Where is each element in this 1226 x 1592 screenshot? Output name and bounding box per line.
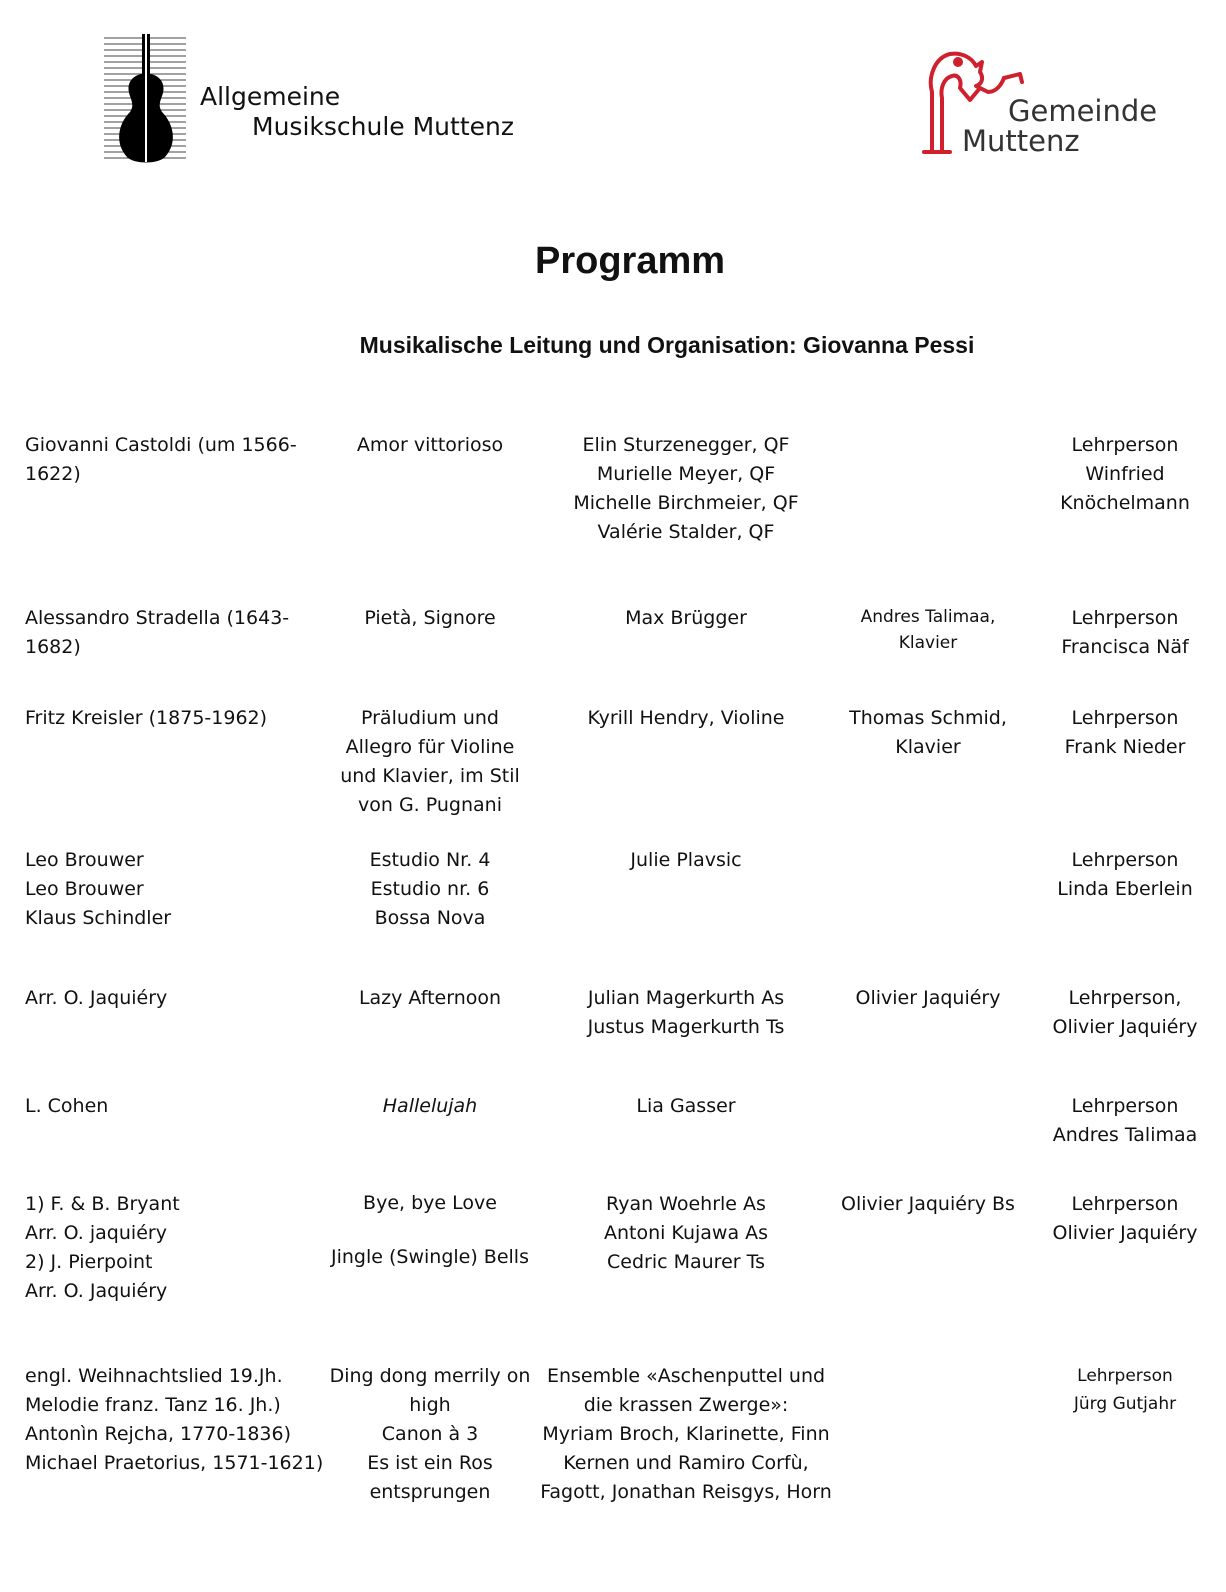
work-cell: Lazy Afternoon	[358, 987, 502, 1009]
accompaniment-cell: Olivier Jaquiéry	[855, 987, 1001, 1009]
composer-cell: Giovanni Castoldi (um 1566- 1622)	[25, 434, 297, 485]
page-subtitle: Musikalische Leitung und Organisation: Giovanna Pessi	[359, 332, 975, 358]
composer-cell: 1) F. & B. Bryant Arr. O. jaquiéry 2) J. Pierpoint Arr. O. Jaquiéry	[25, 1193, 180, 1302]
page-title: Programm	[534, 240, 726, 282]
school-name-line1: Allgemeine	[200, 82, 341, 111]
work-cell: Amor vittorioso	[356, 434, 504, 456]
composer-cell: Alessandro Stradella (1643- 1682)	[25, 607, 290, 658]
composer-cell: Leo Brouwer Leo Brouwer Klaus Schindler	[25, 849, 172, 929]
municipality-name-line1: Gemeinde	[1008, 94, 1158, 128]
school-name-line2: Musikschule Muttenz	[252, 112, 514, 141]
municipality-name-line2: Muttenz	[962, 124, 1080, 158]
work-cell: Präludium und Allegro für Violine und Klavier, im Stil von G. Pugnani	[340, 707, 520, 816]
performers-cell: Max Brügger	[625, 607, 747, 629]
violin-logo-icon	[104, 34, 188, 164]
work-cell: Ding dong merrily on high Canon à 3 Es ist ein Ros entsprungen	[329, 1365, 531, 1503]
accompaniment-cell: Olivier Jaquiéry Bs	[841, 1193, 1015, 1215]
teacher-cell: Lehrperson Olivier Jaquiéry	[1052, 1193, 1198, 1244]
teacher-cell: Lehrperson Andres Talimaa	[1052, 1095, 1198, 1146]
school-logo	[104, 34, 524, 164]
work-cell: Hallelujah	[382, 1095, 478, 1117]
performers-cell: Ryan Woehrle As Antoni Kujawa As Cedric Maurer Ts	[603, 1193, 769, 1273]
performers-cell: Lia Gasser	[636, 1095, 736, 1117]
accompaniment-cell: Thomas Schmid, Klavier	[849, 707, 1007, 758]
performers-cell: Julian Magerkurth As Justus Magerkurth Ts	[587, 987, 785, 1038]
teacher-cell: Lehrperson Francisca Näf	[1061, 607, 1189, 658]
composer-cell: L. Cohen	[25, 1095, 109, 1117]
teacher-cell: Lehrperson Jürg Gutjahr	[1073, 1366, 1177, 1414]
teacher-cell: Lehrperson Linda Eberlein	[1057, 849, 1193, 900]
performers-cell: Elin Sturzenegger, QF Murielle Meyer, QF Michelle Birchmeier, QF Valérie Stalder, QF	[573, 434, 799, 543]
composer-cell: engl. Weihnachtslied 19.Jh. Melodie franz. Tanz 16. Jh.) Antonìn Rejcha, 1770-1836) Michael Praetorius, 1571-1621)	[25, 1365, 324, 1474]
teacher-cell: Lehrperson Frank Nieder	[1064, 707, 1186, 758]
accompaniment-cell: Andres Talimaa, Klavier	[860, 607, 996, 653]
work-cell: Bye, bye Love Jingle (Swingle) Bells	[331, 1192, 529, 1268]
work-cell: Pietà, Signore	[364, 607, 496, 629]
performers-cell: Julie Plavsic	[630, 849, 742, 871]
teacher-cell: Lehrperson, Olivier Jaquiéry	[1052, 987, 1198, 1038]
composer-cell: Arr. O. Jaquiéry	[25, 987, 168, 1009]
teacher-cell: Lehrperson Winfried Knöchelmann	[1060, 434, 1190, 514]
municipality-logo	[900, 44, 1200, 164]
performers-cell: Ensemble «Aschenputtel und die krassen Zwerge»: Myriam Broch, Klarinette, Finn Kernen und Ramiro Corfù, Fagott, Jonathan Reisgys, Horn	[540, 1365, 832, 1503]
performers-cell: Kyrill Hendry, Violine	[587, 707, 785, 729]
work-cell: Estudio Nr. 4 Estudio nr. 6 Bossa Nova	[369, 849, 491, 929]
composer-cell: Fritz Kreisler (1875-1962)	[25, 707, 268, 729]
